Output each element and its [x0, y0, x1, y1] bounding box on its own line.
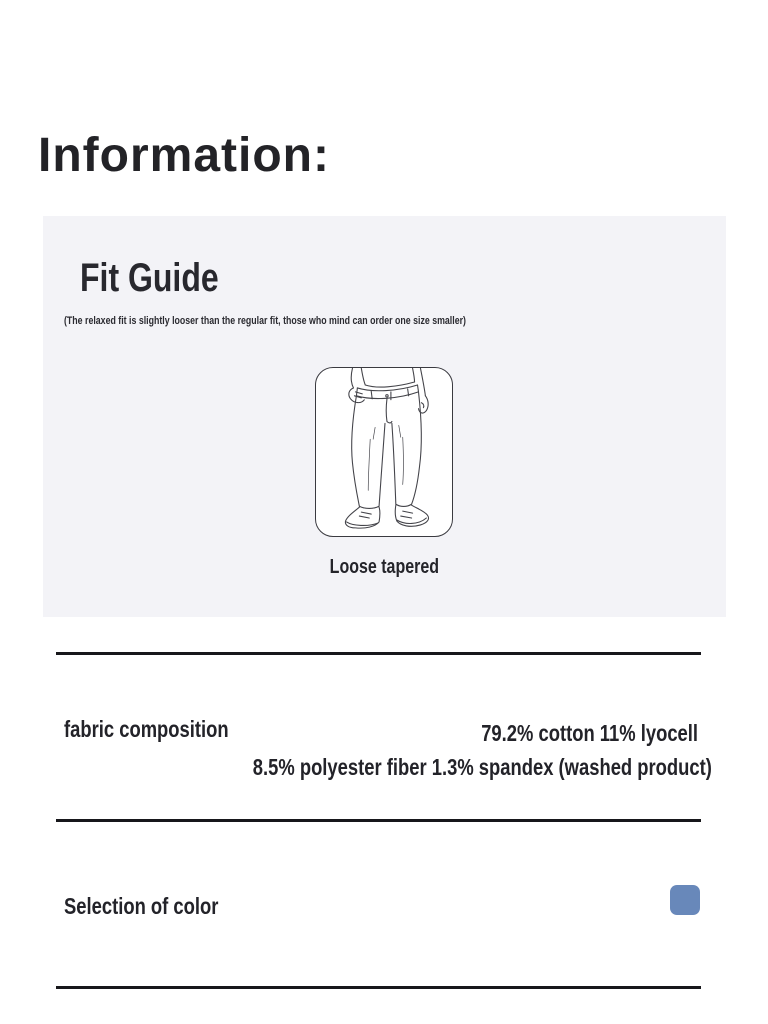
fabric-value-line-1: 79.2% cotton 11% lyocell — [481, 720, 698, 746]
color-swatch-blue[interactable] — [670, 885, 700, 915]
fit-illustration-box — [315, 367, 453, 537]
fit-type-caption-text: Loose tapered — [329, 556, 440, 578]
color-selection-label — [64, 893, 257, 921]
fit-guide-note-text: (The relaxed fit is slightly looser than the regular fit, those who mind can order one size smaller) — [64, 315, 466, 327]
fabric-composition-values — [138, 716, 712, 784]
divider-middle — [56, 819, 701, 822]
fit-guide-panel — [43, 216, 726, 617]
pants-illustration-icon — [316, 368, 452, 536]
divider-top — [56, 652, 701, 655]
fit-guide-heading-text: Fit Guide — [80, 256, 219, 300]
fabric-value-line-2: 8.5% polyester fiber 1.3% spandex (washed product) — [252, 754, 712, 781]
fit-guide-heading — [80, 258, 253, 298]
color-selection-label-text: Selection of color — [64, 893, 219, 919]
fabric-composition-label-text: fabric composition — [64, 716, 229, 742]
page-title: Information: — [38, 129, 330, 183]
fit-guide-note — [64, 315, 566, 328]
fit-type-caption — [43, 556, 726, 578]
divider-bottom — [56, 986, 701, 989]
